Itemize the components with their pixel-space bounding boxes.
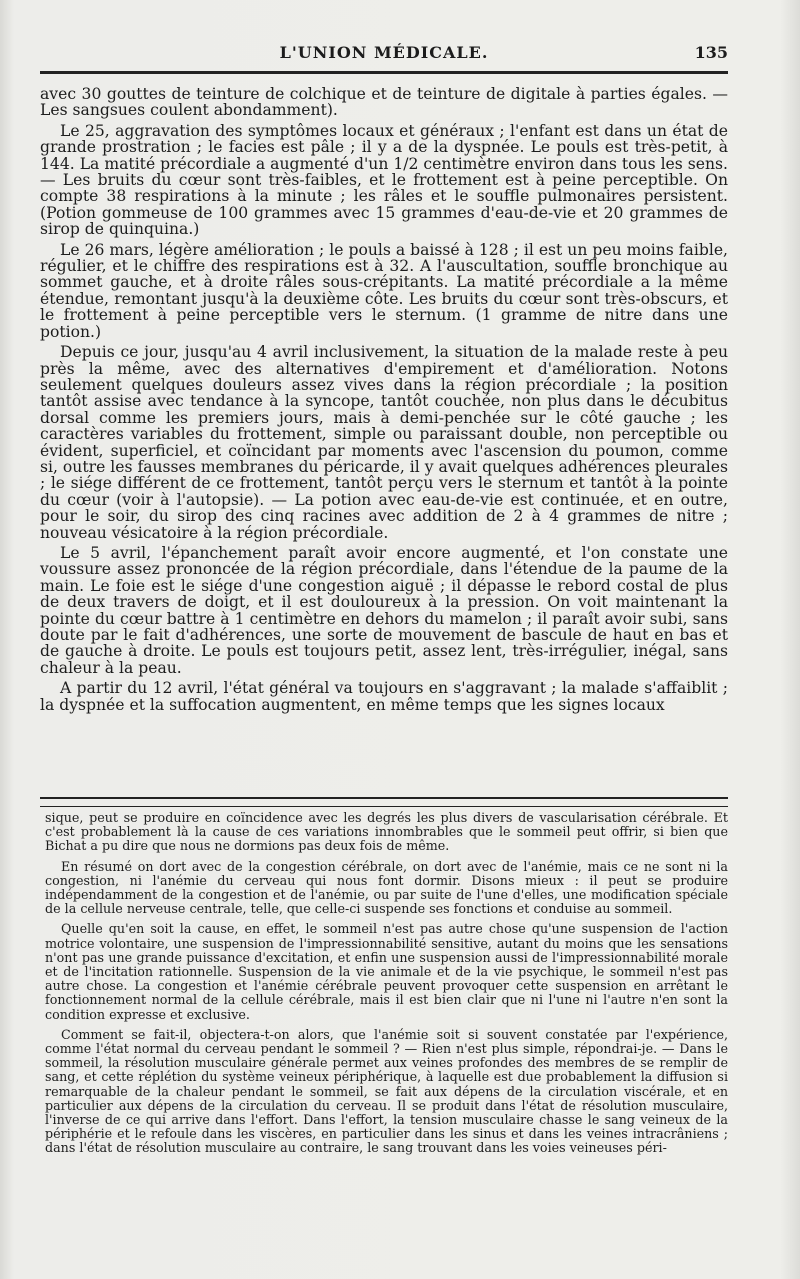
header-rule bbox=[40, 71, 728, 74]
footnote-paragraph: Quelle qu'en soit la cause, en effet, le sommeil n'est pas autre chose qu'une suspension de l'action motrice volontaire, une suspension de l'impressionnabilité sensitive, autant du moins que les sensations n'ont pas une grande puissance d'excitation, et enfin une suspension aussi de l'impressionnabilité morale et de l'incitation rationnelle. Suspension de la vie animale et de la vie psychique, le sommeil n'est pas autre chose. La congestion et l'anémie cérébrale peuvent provoquer cette suspension en arrêtant le fonctionnement normal de la cellule cérébrale, mais il est bien clair que ni l'une ni l'autre n'en sont la condition expresse et exclusive. bbox=[45, 921, 728, 1022]
paragraph: avec 30 gouttes de teinture de colchique et de teinture de digitale à parties égales. — Les sangsues coulent abondamment). bbox=[40, 85, 728, 120]
footnote-divider bbox=[40, 797, 728, 807]
main-text bbox=[40, 86, 728, 717]
running-header bbox=[40, 43, 728, 65]
footnote-paragraph: Comment se fait-il, objectera-t-on alors, que l'anémie soit si souvent constatée par l'expérience, comme l'état normal du cerveau pendant le sommeil ? — Rien n'est plus simple, répondrai-je. — Dans le sommeil, la résolution musculaire générale permet aux veines profondes des membres de se remplir de sang, et cette réplétion du système veineux périphérique, à laquelle est due probablement la diffusion si remarquable de la chaleur pendant le sommeil, se fait aux dépens de la circulation viscérale, et en particulier aux dépens de la circulation du cerveau. Il se produit dans l'état de résolution musculaire, l'inverse de ce qui arrive dans l'effort. Dans l'effort, la tension musculaire chasse le sang veineux de la périphérie et le refoule dans les viscères, en particulier dans les sinus et dans les veines intracrâniens ; dans l'état de résolution musculaire au contraire, le sang trouvant dans les voies veineuses péri- bbox=[45, 1026, 728, 1156]
paragraph: Le 26 mars, légère amélioration ; le pouls a baissé à 128 ; il est un peu moins faible, régulier, et le chiffre des respirations est à 32. A l'auscultation, souffle bronchique au sommet gauche, et à droite râles sous-crépitants. La matité précordiale a la même étendue, remontant jusqu'à la deuxième côte. Les bruits du cœur sont très-obscurs, et le frottement à peine perceptible vers le sternum. (1 gramme de nitre dans une potion.) bbox=[40, 240, 728, 341]
footnote-text bbox=[45, 811, 728, 1162]
page-number: 135 bbox=[694, 43, 728, 62]
paragraph: Depuis ce jour, jusqu'au 4 avril inclusivement, la situation de la malade reste à peu près la même, avec des alternatives d'empirement et d'amélioration. Notons seulement quelques douleurs assez vives dans la région précordiale ; la position tantôt assise avec tendance à la syncope, tantôt couchée, non plus dans le décubitus dorsal comme les premiers jours, mais à demi-penchée sur le côté gauche ; les caractères variables du frottement, simple ou paraissant double, non perceptible ou évident, superficiel, et coïncidant par moments avec l'ascension du poumon, comme si, outre les fausses membranes du péricarde, il y avait quelques adhérences pleurales ; le siége différent de ce frottement, tantôt perçu vers le sternum et tantôt à la pointe du cœur (voir à l'autopsie). — La potion avec eau-de-vie est continuée, et en outre, pour le soir, du sirop des cinq racines avec addition de 2 à 4 grammes de nitre ; nouveau vésicatoire à la région précordiale. bbox=[40, 343, 728, 542]
journal-title: L'UNION MÉDICALE. bbox=[279, 43, 489, 62]
footnote-paragraph: En résumé on dort avec de la congestion cérébrale, on dort avec de l'anémie, mais ce ne sont ni la congestion, ni l'anémie du cerveau qui nous font dormir. Disons mieux : il peut se produire indépendamment de la congestion et de l'anémie, ou par suite de l'une d'elles, une modification spéciale de la cellule nerveuse centrale, telle, que celle-ci suspende ses fonctions et conduise au sommeil. bbox=[45, 858, 728, 917]
paragraph: Le 5 avril, l'épanchement paraît avoir encore augmenté, et l'on constate une voussure assez prononcée de la région précordiale, dans l'étendue de la paume de la main. Le foie est le siége d'une congestion aiguë ; il dépasse le rebord costal de plus de deux travers de doigt, et il est douloureux à la pression. On voit maintenant la pointe du cœur battre à 1 centimètre en dehors du mamelon ; il paraît avoir subi, sans doute par le fait d'adhérences, une sorte de mouvement de bascule de haut en bas et de gauche à droite. Le pouls est toujours petit, assez lent, très-irrégulier, inégal, sans chaleur à la peau. bbox=[40, 543, 728, 677]
paragraph: A partir du 12 avril, l'état général va toujours en s'aggravant ; la malade s'affaiblit ; la dyspnée et la suffocation augmentent, en même temps que les signes locaux bbox=[40, 679, 728, 714]
footnote-paragraph: sique, peut se produire en coïncidence avec les degrés les plus divers de vascularisation cérébrale. Et c'est probablement là la cause de ces variations innombrables que le sommeil peut offrir, si bien que Bichat a pu dire que nous ne dormions pas deux fois de même. bbox=[45, 810, 728, 854]
paragraph: Le 25, aggravation des symptômes locaux et généraux ; l'enfant est dans un état de grande prostration ; le facies est pâle ; il y a de la dyspnée. Le pouls est très-petit, à 144. La matité précordiale a augmenté d'un 1/2 centimètre environ dans tous les sens. — Les bruits du cœur sont très-faibles, et le frottement est à peine perceptible. On compte 38 respirations à la minute ; les râles et le souffle pulmonaires persistent. (Potion gommeuse de 100 grammes avec 15 grammes d'eau-de-vie et 20 grammes de sirop de quinquina.) bbox=[40, 121, 728, 239]
